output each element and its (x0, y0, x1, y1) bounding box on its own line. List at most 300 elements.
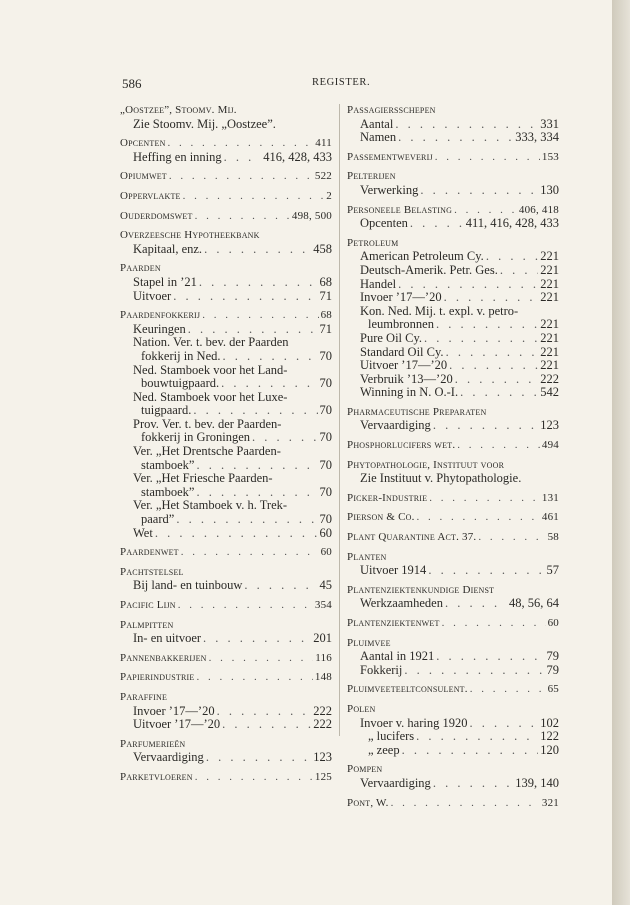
index-heading-label: Plantenziektenwet (347, 617, 440, 629)
index-heading (120, 599, 332, 613)
index-subentry-page-ref: 542 (540, 385, 559, 400)
leader-dots (398, 278, 538, 292)
leader-dots (391, 797, 540, 811)
index-heading (120, 210, 332, 224)
index-heading (347, 170, 559, 184)
index-subentry (120, 486, 332, 500)
index-subentry-label: In- en uitvoer (133, 631, 202, 646)
index-subentry (120, 391, 332, 405)
index-subentry-page-ref: 222 (313, 703, 332, 718)
index-subentry-label: Verwerking (360, 182, 419, 197)
index-subentry-label: Vervaardiging (133, 750, 204, 765)
index-heading-label: Ouderdomswet (120, 209, 193, 222)
leader-dots (424, 332, 538, 346)
index-subentry-label: stamboek” (141, 484, 195, 499)
index-subentry (347, 730, 559, 744)
index-subentry-label: tuigpaard. (141, 403, 192, 418)
index-subentry-page-ref: 123 (540, 418, 559, 433)
index-entry-polen (347, 703, 559, 757)
index-subentry-page-ref: 222 (540, 371, 559, 386)
leader-dots (203, 632, 311, 646)
index-subentry-page-ref: 411, 416, 428, 433 (465, 216, 559, 231)
index-subentry-page-ref: 221 (540, 358, 559, 373)
index-heading (347, 406, 559, 420)
index-heading-label: Polen (347, 702, 376, 715)
leader-dots (195, 210, 290, 224)
index-subentry-page-ref: 139, 140 (515, 775, 559, 790)
index-subentry (347, 264, 559, 278)
index-entry-phytopathologie-instituut-voor (347, 459, 559, 486)
index-subentry (347, 386, 559, 400)
index-heading-page-ref: 153 (541, 150, 559, 163)
leader-dots (217, 705, 312, 719)
index-entry-paardenfokkerij (120, 309, 332, 540)
index-subentry-page-ref: 221 (540, 317, 559, 332)
index-subentry-page-ref: 45 (319, 578, 332, 593)
leader-dots (500, 264, 538, 278)
index-heading-label: Phytopathologie, Instituut voor (347, 458, 505, 471)
index-subentry-label: Aantal (360, 116, 394, 131)
leader-dots (470, 683, 546, 697)
index-subentry (347, 318, 559, 332)
index-heading (347, 204, 559, 218)
index-subentry (347, 664, 559, 678)
leader-dots (436, 650, 544, 664)
index-subentry-label: leumbronnen (368, 317, 434, 332)
index-heading-page-ref: 131 (541, 491, 559, 504)
index-entry-paarden (120, 262, 332, 303)
index-subentry-label: Ver. „Het Stamboek v. h. Trek- (133, 498, 288, 513)
index-subentry-label: Verbruik ’13—’20 (360, 371, 453, 386)
index-subentry-label: Uitvoer ’17—’20 (133, 717, 221, 732)
index-heading-page-ref: 125 (314, 770, 332, 783)
leader-dots (222, 718, 311, 732)
index-subentry-label: Pure Oil Cy. (360, 330, 423, 345)
index-heading-label: Pachtstelsel (120, 565, 184, 578)
index-subentry-label: Keuringen (133, 321, 186, 336)
leader-dots (442, 617, 546, 631)
index-heading-label: Plant Quarantine Act. 37. (347, 531, 477, 544)
index-subentry-label: Werkzaamheden (360, 596, 443, 611)
index-subentry (120, 751, 332, 765)
index-subentry-page-ref: 71 (319, 288, 332, 303)
index-subentry-label: Winning in N. O.-I. (360, 385, 459, 400)
index-heading (347, 797, 559, 811)
index-heading-label: Passagiersschepen (347, 104, 436, 116)
index-subentry-label: Nation. Ver. t. bev. der Paarden (133, 335, 289, 350)
index-subentry (120, 118, 332, 132)
index-heading-page-ref: 522 (314, 170, 332, 183)
leader-dots (395, 118, 538, 132)
leader-dots (486, 250, 538, 264)
index-heading (347, 683, 559, 697)
index-subentry-label: paard” (141, 512, 175, 527)
leader-dots (416, 730, 538, 744)
index-subentry-page-ref: 221 (540, 249, 559, 264)
index-heading (120, 671, 332, 685)
leader-dots (209, 652, 314, 666)
index-entry-pluimvee (347, 637, 559, 678)
index-heading-label: Picker-Industrie (347, 491, 428, 504)
index-heading (120, 691, 332, 705)
index-subentry-page-ref: 331 (540, 116, 559, 131)
index-subentry-page-ref: 458 (313, 241, 332, 256)
index-subentry (120, 418, 332, 432)
index-subentry (120, 404, 332, 418)
index-heading (347, 551, 559, 565)
index-subentry (347, 278, 559, 292)
index-subentry-label: Namen (360, 130, 397, 145)
index-entry-petroleum (347, 237, 559, 400)
index-subentry-page-ref: 221 (540, 344, 559, 359)
index-entry-parketvloeren (120, 771, 332, 785)
index-heading-label: Overzeesche Hypotheekbank (120, 229, 260, 242)
index-subentry (347, 777, 559, 791)
index-subentry-label: Standard Oil Cy. (360, 344, 444, 359)
index-subentry-page-ref: 123 (313, 750, 332, 765)
index-heading-label: Paardenwet (120, 546, 179, 559)
index-subentry-label: Ned. Stamboek voor het Luxe- (133, 389, 288, 404)
index-entry-opcenten (120, 137, 332, 164)
index-subentry (120, 243, 332, 257)
index-heading-page-ref: 2 (326, 189, 332, 202)
index-subentry (120, 499, 332, 513)
index-subentry-label: Vervaardiging (360, 418, 431, 433)
index-heading-page-ref: 58 (547, 531, 559, 544)
index-subentry (120, 705, 332, 719)
index-heading-label: Parketvloeren (120, 770, 193, 783)
index-heading-label: Pharmaceutische Preparaten (347, 405, 487, 418)
index-entry-personeele-belasting (347, 204, 559, 231)
index-subentry-page-ref: 130 (540, 182, 559, 197)
index-heading (347, 584, 559, 598)
index-heading (120, 170, 332, 184)
leader-dots (429, 492, 540, 506)
index-subentry-label: Vervaardiging (360, 775, 431, 790)
leader-dots (223, 350, 318, 364)
leader-dots (417, 511, 540, 525)
index-subentry-page-ref: 70 (319, 484, 332, 499)
index-subentry-label: Handel (360, 276, 397, 291)
index-entry-pompen (347, 763, 559, 790)
index-subentry (120, 151, 332, 165)
index-heading-page-ref: 461 (541, 511, 559, 524)
index-subentry-label: Invoer ’17—’20 (360, 290, 442, 305)
leader-dots (478, 531, 545, 545)
index-subentry-page-ref: 120 (540, 742, 559, 757)
index-entry-opiumwet (120, 170, 332, 184)
index-subentry-page-ref: 48, 56, 64 (509, 596, 559, 611)
index-heading-label: Pompen (347, 763, 383, 776)
index-subentry-label: Heffing en inning (133, 149, 222, 164)
index-subentry-page-ref: 68 (319, 274, 332, 289)
index-subentry-label: stamboek” (141, 457, 195, 472)
leader-dots (195, 771, 313, 785)
index-subentry-label: fokkerij in Groningen (141, 430, 251, 445)
index-subentry (347, 291, 559, 305)
index-subentry-label: „ lucifers (368, 729, 415, 744)
leader-dots (196, 486, 317, 500)
index-subentry (120, 445, 332, 459)
index-subentry-page-ref: 70 (319, 348, 332, 363)
index-heading (120, 309, 332, 323)
index-heading-label: Opcenten (120, 137, 166, 150)
index-heading-label: Paarden (120, 262, 161, 275)
index-subentry-label: Opcenten (360, 216, 408, 231)
leader-dots (444, 291, 539, 305)
index-subentry-label: Wet (133, 525, 153, 540)
index-subentry (347, 346, 559, 360)
index-entry-pluimveeteeltconsulent (347, 683, 559, 697)
index-subentry-label: Ned. Stamboek voor het Land- (133, 362, 288, 377)
leader-dots (420, 184, 538, 198)
leader-dots (433, 777, 513, 791)
index-subentry-page-ref: 79 (546, 649, 559, 664)
index-heading (120, 619, 332, 633)
leader-dots (204, 243, 311, 257)
index-subentry (347, 217, 559, 231)
index-subentry-page-ref: 416, 428, 433 (263, 149, 332, 164)
index-entry-pharmaceutische-preparaten (347, 406, 559, 433)
index-heading-page-ref: 498, 500 (291, 209, 332, 222)
index-heading-label: Pelterijen (347, 170, 396, 183)
index-heading (347, 531, 559, 545)
index-subentry-label: fokkerij in Ned. (141, 348, 221, 363)
index-heading (120, 738, 332, 752)
index-heading-label: Pacific Lijn (120, 599, 176, 611)
index-entry-overzeesche-hypotheekbank (120, 229, 332, 256)
index-heading-label: Phosphorlucifers wet. (347, 439, 456, 452)
leader-dots (460, 386, 538, 400)
leader-dots (455, 373, 539, 387)
index-entry-pacific-lijn (120, 599, 332, 613)
index-subentry-label: Uitvoer ’17—’20 (360, 358, 448, 373)
index-subentry-page-ref: 71 (319, 321, 332, 336)
index-heading (347, 439, 559, 453)
index-subentry-label: Uitvoer 1914 (360, 563, 427, 578)
index-entry-passementweverij (347, 151, 559, 165)
index-heading (120, 104, 332, 118)
leader-dots (402, 744, 539, 758)
index-heading (347, 617, 559, 631)
index-subentry-label: Invoer ’17—’20 (133, 703, 215, 718)
index-subentry-label: Zie Instituut v. Phytopathologie. (360, 471, 522, 486)
index-subentry (347, 564, 559, 578)
index-heading (120, 566, 332, 580)
index-heading-page-ref: 65 (547, 683, 559, 696)
leader-dots (252, 431, 317, 445)
index-subentry-label: American Petroleum Cy. (360, 249, 484, 264)
index-heading (347, 763, 559, 777)
leader-dots (428, 564, 544, 578)
right-column (347, 104, 559, 816)
index-heading (347, 492, 559, 506)
index-subentry-label: Stapel in ’21 (133, 274, 197, 289)
leader-dots (454, 204, 517, 218)
index-heading (120, 771, 332, 785)
leader-dots (449, 359, 538, 373)
index-entry-picker-industrie (347, 492, 559, 506)
index-subentry (120, 364, 332, 378)
leader-dots (224, 151, 262, 165)
index-entry-phosphorlucifers-wet (347, 439, 559, 453)
index-heading-label: Pierson & Co. (347, 511, 415, 524)
index-subentry (120, 459, 332, 473)
index-subentry (347, 650, 559, 664)
index-subentry (120, 350, 332, 364)
index-heading-label: Palmpitten (120, 618, 174, 631)
leader-dots (176, 513, 317, 527)
index-heading-label: Pannenbakkerijen (120, 651, 207, 664)
index-heading-page-ref: 116 (315, 651, 332, 664)
index-subentry-page-ref: 60 (319, 525, 332, 540)
index-subentry-label: Bij land- en tuinbouw (133, 578, 243, 593)
index-subentry-label: Aantal in 1921 (360, 649, 435, 664)
index-heading-label: Plantenziektenkundige Dienst (347, 583, 495, 596)
index-heading (120, 546, 332, 560)
index-subentry-page-ref: 70 (319, 512, 332, 527)
leader-dots (173, 290, 317, 304)
index-heading (120, 229, 332, 243)
leader-dots (221, 377, 317, 391)
leader-dots (206, 751, 311, 765)
index-subentry-label: Ver. „Het Drentsche Paarden- (133, 444, 281, 459)
leader-dots (199, 276, 318, 290)
index-subentry-label: Kon. Ned. Mij. t. expl. v. petro- (360, 303, 519, 318)
page-edge (612, 0, 630, 905)
index-subentry (347, 305, 559, 319)
index-entry-ouderdomswet (120, 210, 332, 224)
leader-dots (470, 717, 539, 731)
leader-dots (188, 323, 318, 337)
index-subentry (347, 419, 559, 433)
index-subentry (120, 513, 332, 527)
index-entry-passagiersschepen (347, 104, 559, 145)
index-subentry (347, 472, 559, 486)
index-subentry-page-ref: 221 (540, 290, 559, 305)
index-subentry-page-ref: 70 (319, 457, 332, 472)
index-subentry (120, 276, 332, 290)
index-subentry-page-ref: 122 (540, 729, 559, 744)
index-heading-label: Paraffine (120, 690, 168, 703)
index-heading (347, 637, 559, 651)
leader-dots (436, 318, 538, 332)
index-subentry-label: Fokkerij (360, 662, 403, 677)
index-subentry-label: Invoer v. haring 1920 (360, 715, 468, 730)
index-subentry (120, 579, 332, 593)
index-entry-paardenwet (120, 546, 332, 560)
index-entry-parfumeriee-n (120, 738, 332, 765)
index-subentry (347, 184, 559, 198)
leader-dots (410, 217, 464, 231)
index-subentry (347, 250, 559, 264)
index-entry-plantenziektenwet (347, 617, 559, 631)
index-subentry-page-ref: 222 (313, 717, 332, 732)
index-subentry-label: Zie Stoomv. Mij. „Oostzee”. (133, 116, 276, 131)
index-subentry (347, 131, 559, 145)
leader-dots (196, 459, 317, 473)
index-heading-label: Parfumerieën (120, 737, 186, 750)
index-subentry-label: Uitvoer (133, 288, 172, 303)
leader-dots (435, 151, 540, 165)
leader-dots (202, 309, 318, 323)
index-heading-label: Pluimvee (347, 636, 391, 649)
leader-dots (168, 137, 314, 151)
leader-dots (155, 527, 318, 541)
index-heading-page-ref: 60 (320, 546, 332, 559)
index-subentry (120, 431, 332, 445)
leader-dots (193, 404, 317, 418)
index-subentry (120, 290, 332, 304)
leader-dots (457, 439, 540, 453)
leader-dots (183, 190, 325, 204)
index-entry-planten (347, 551, 559, 578)
index-heading-page-ref: 321 (541, 796, 559, 809)
index-subentry-page-ref: 79 (546, 662, 559, 677)
index-heading (120, 652, 332, 666)
leader-dots (196, 671, 312, 685)
left-column (120, 104, 332, 791)
index-entry-oostzee-stoomv-mij (120, 104, 332, 131)
leader-dots (181, 546, 319, 560)
index-entry-pelterijen (347, 170, 559, 197)
index-heading-label: Planten (347, 550, 387, 563)
index-entry-plantenziektenkundige-dienst (347, 584, 559, 611)
index-heading-label: Opiumwet (120, 170, 167, 183)
index-subentry-page-ref: 221 (540, 276, 559, 291)
index-subentry-page-ref: 333, 334 (515, 130, 559, 145)
index-subentry-page-ref: 201 (313, 631, 332, 646)
index-subentry (120, 336, 332, 350)
column-divider (339, 104, 340, 736)
index-heading-page-ref: 68 (320, 309, 332, 322)
index-entry-paraffine (120, 691, 332, 732)
index-entry-oppervlakte (120, 190, 332, 204)
leader-dots (398, 131, 513, 145)
index-heading-label: Passementweverij (347, 150, 433, 163)
index-subentry (120, 632, 332, 646)
index-subentry (347, 118, 559, 132)
index-subentry (347, 332, 559, 346)
index-heading-label: Petroleum (347, 236, 399, 249)
index-entry-palmpitten (120, 619, 332, 646)
index-entry-pierson-co (347, 511, 559, 525)
index-subentry (120, 472, 332, 486)
index-entry-pont-w (347, 797, 559, 811)
index-heading-label: Pont, W. (347, 796, 389, 809)
index-subentry-label: Kapitaal, enz. (133, 241, 203, 256)
index-heading-label: Personeele Belasting (347, 203, 453, 216)
index-subentry (347, 744, 559, 758)
index-heading-label: Paardenfokkerij (120, 309, 201, 322)
index-heading-label: Pluimveeteeltconsulent. (347, 683, 468, 696)
index-subentry (347, 717, 559, 731)
index-heading (120, 137, 332, 151)
index-subentry (347, 359, 559, 373)
page-number: 586 (122, 76, 142, 91)
index-entry-plant-quarantine-act-37 (347, 531, 559, 545)
index-subentry (120, 323, 332, 337)
leader-dots (433, 419, 538, 433)
leader-dots (178, 599, 313, 613)
index-heading-label: „Oostzee”, Stoomv. Mij. (120, 104, 237, 116)
leader-dots (404, 664, 544, 678)
index-subentry-label: „ zeep (368, 742, 400, 757)
index-entry-papierindustrie (120, 671, 332, 685)
index-subentry-page-ref: 221 (540, 330, 559, 345)
index-heading-label: Oppervlakte (120, 189, 181, 202)
index-subentry-page-ref: 57 (546, 563, 559, 578)
